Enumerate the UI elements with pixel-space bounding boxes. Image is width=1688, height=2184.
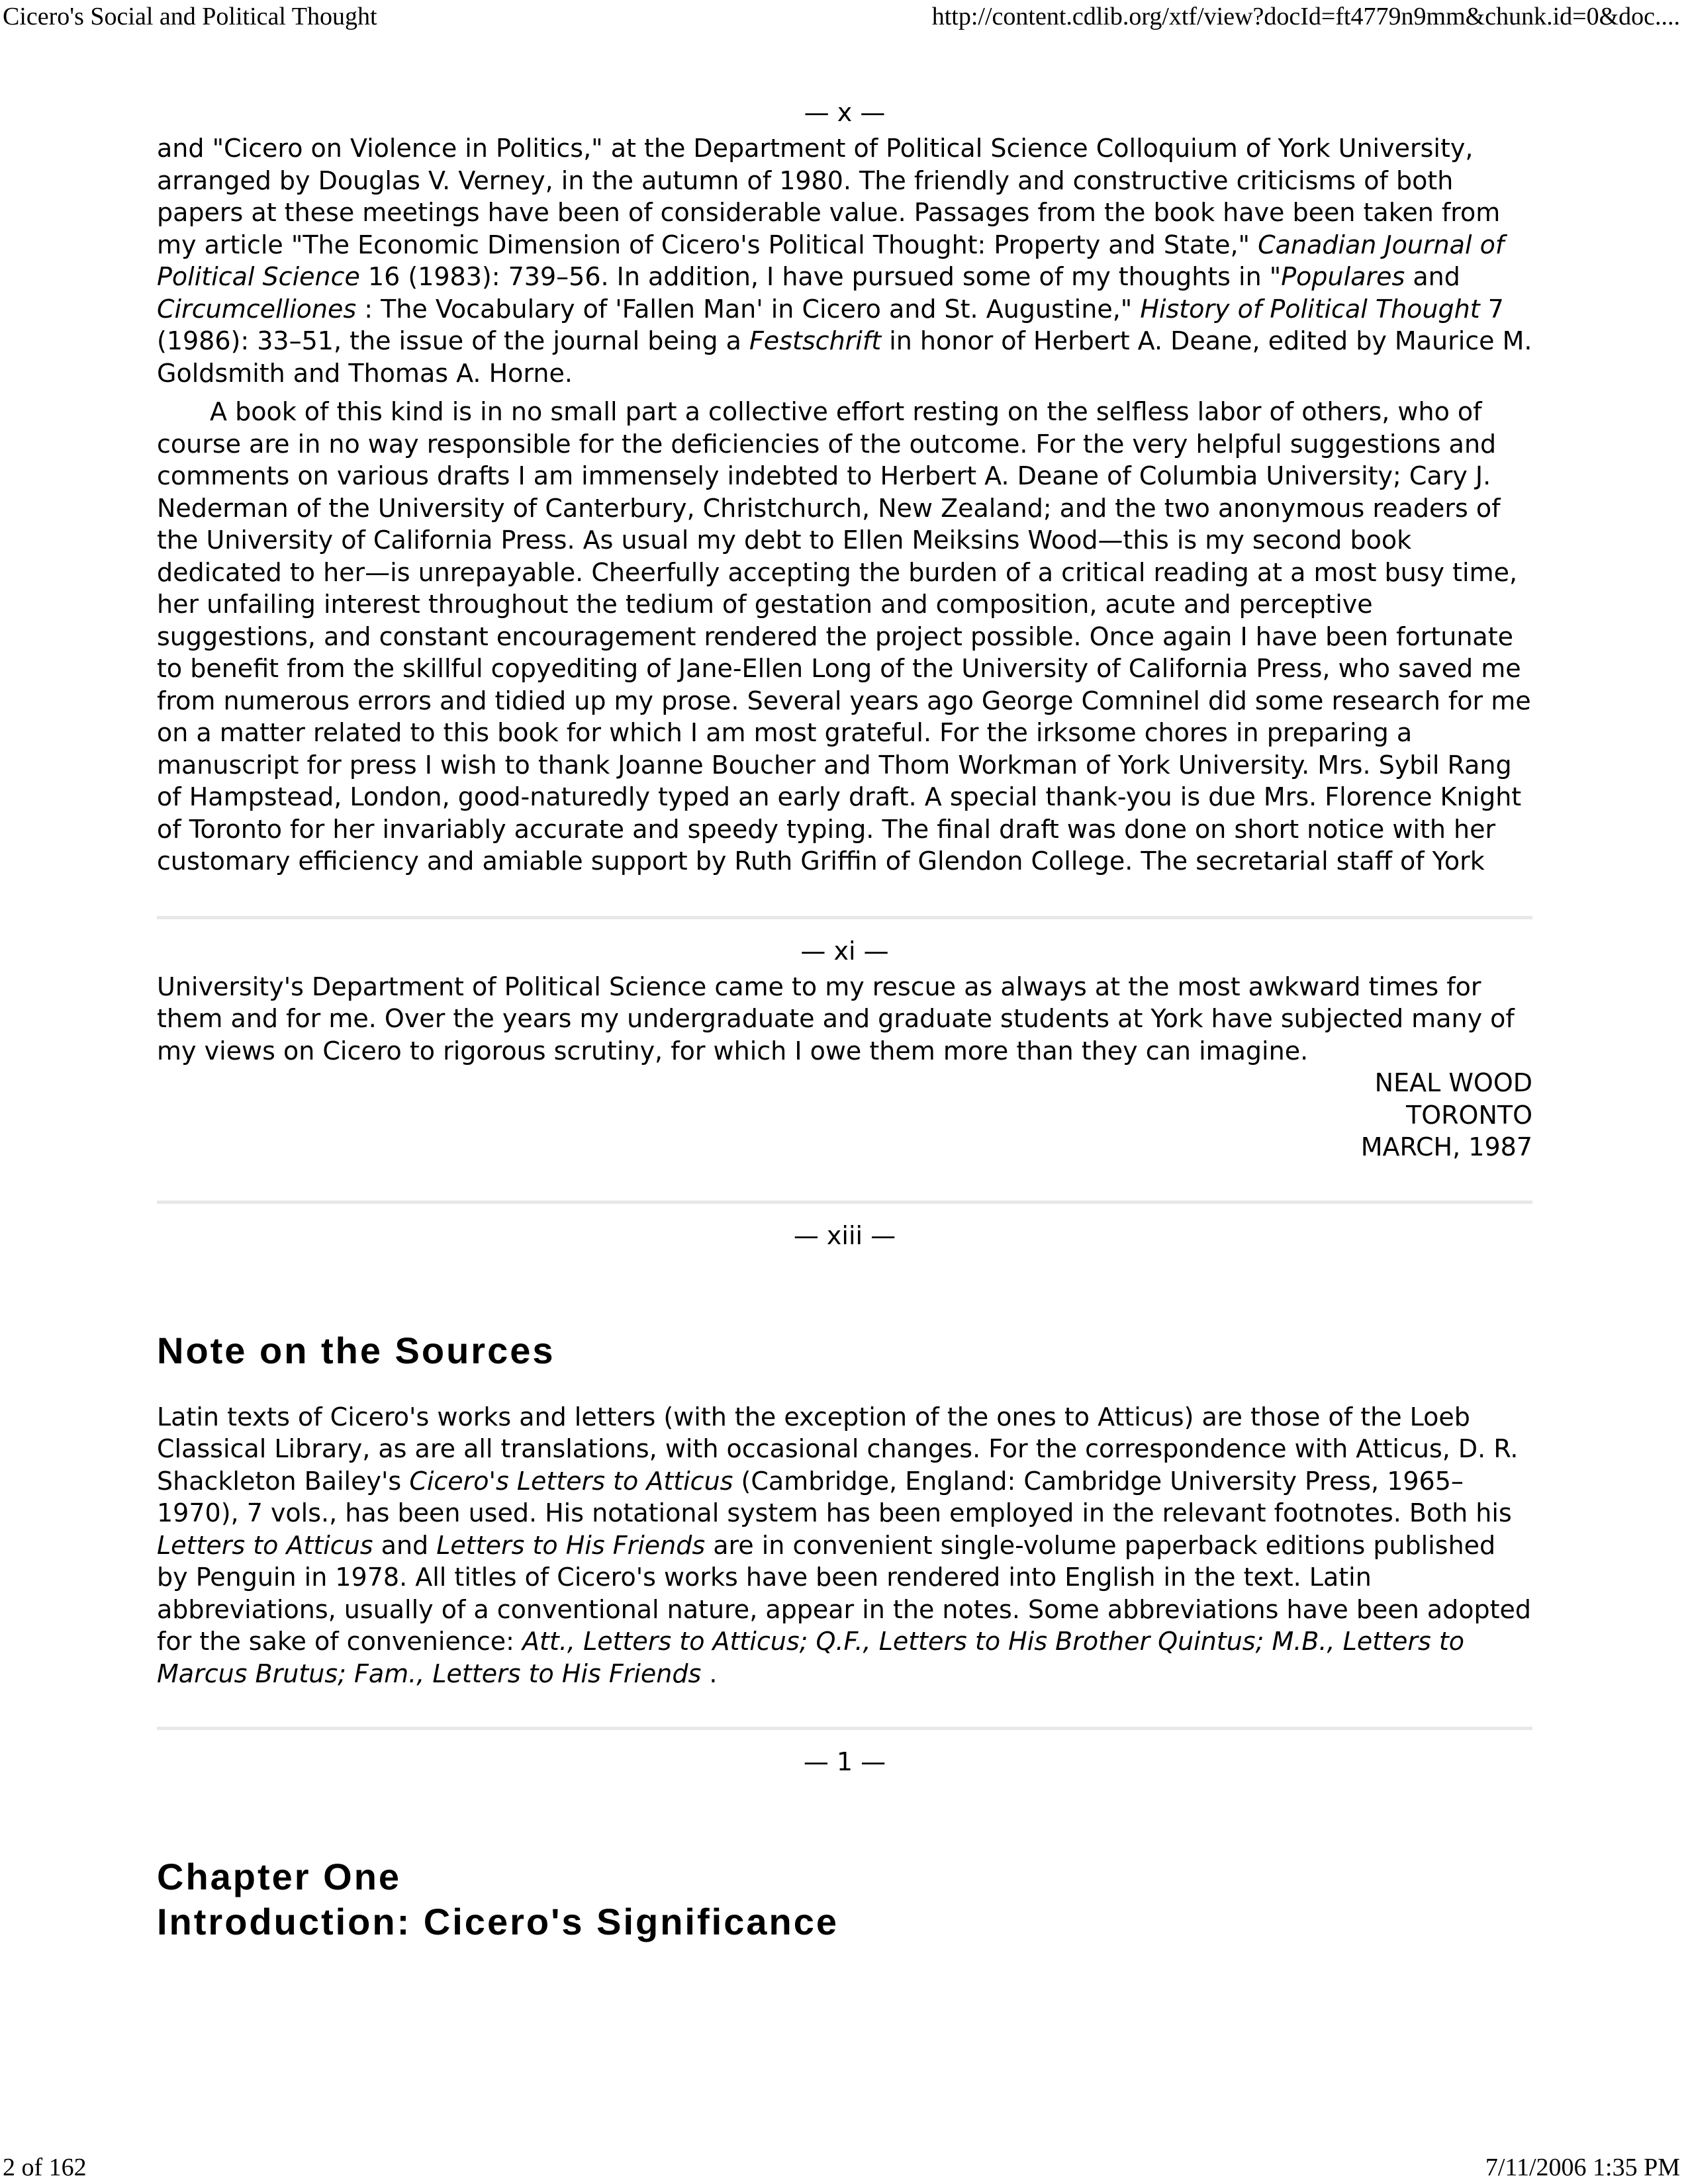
document-content — [157, 93, 1532, 1944]
page-number-x: — x — — [804, 98, 886, 127]
acknowledgments-paragraph-1: and "Cicero on Violence in Politics," at the Department of Political Science Colloquium of York University, arranged by Douglas V. Verney, in the autumn of 1980. The friendly and constructive criticisms of both papers at these meetings have been of considerable value. Passages from the book have been taken from my article "The Economic Dimension of Cicero's Political Thought: Property and State," Canadian Journal of Political Science 16 (1983): 739–56. In addition, I have pursued some of my thoughts in "Populares and Circumcelliones : The Vocabulary of 'Fallen Man' in Cicero and St. Augustine," History of Political Thought 7 (1986): 33–51, the issue of the journal being a Festschrift in honor of Herbert A. Deane, edited by Maurice M. Goldsmith and Thomas A. Horne. — [157, 134, 1532, 388]
signature-place: TORONTO — [1406, 1100, 1532, 1130]
page-number-1: — 1 — — [803, 1747, 886, 1776]
chapter-number: Chapter One — [157, 1856, 402, 1897]
page-url: http://content.cdlib.org/xtf/view?docId=ft4779n9mm&chunk.id=0&doc.... — [931, 3, 1680, 30]
sources-paragraph: Latin texts of Cicero's works and letters (with the exception of the ones to Atticus) are those of the Loeb Classical Library, as are all translations, with occasional changes. For the correspondence with Atticus, D. R. Shackleton Bailey's Cicero's Letters to Atticus (Cambridge, England: Cambridge University Press, 1965–1970), 7 vols., has been used. His notational system has been employed in the relevant footnotes. Both his Letters to Atticus and Letters to His Friends are in convenient single-volume paperback editions published by Penguin in 1978. All titles of Cicero's works have been rendered into English in the text. Latin abbreviations, usually of a conventional nature, appear in the notes. Some abbreviations have been adopted for the sake of convenience: Att., Letters to Atticus; Q.F., Letters to His Brother Quintus; M.B., Letters to Marcus Brutus; Fam., Letters to His Friends . — [157, 1402, 1532, 1688]
document-title: Cicero's Social and Political Thought — [3, 3, 377, 30]
acknowledgments-paragraph-2: A book of this kind is in no small part a collective effort resting on the selfless labor of others, who of course are in no way responsible for the deficiencies of the outcome. For the very helpful suggestions and comments on various drafts I am immensely indebted to Herbert A. Deane of Columbia University; Cary J. Nederman of the University of Canterbury, Christchurch, New Zealand; and the two anonymous readers of the University of California Press. As usual my debt to Ellen Meiksins Wood—this is my second book dedicated to her—is unrepayable. Cheerfully accepting the burden of a critical reading at a most busy time, her unfailing interest throughout the tedium of gestation and composition, acute and perceptive suggestions, and constant encouragement rendered the project possible. Once again I have been fortunate to benefit from the skillful copyediting of Jane-Ellen Long of the University of California Press, who saved me from numerous errors and tidied up my prose. Several years ago George Comninel did some research for me on a matter related to this book for which I am most grateful. For the irksome chores in preparing a manuscript for press I wish to thank Joanne Boucher and Thom Workman of York University. Mrs. Sybil Rang of Hampstead, London, good-naturedly typed an early draft. A special thank-you is due Mrs. Florence Knight of Toronto for her invariably accurate and speedy typing. The final draft was done on short notice with her customary efficiency and amiable support by Ruth Griffin of Glendon College. The secretarial staff of York — [157, 397, 1531, 876]
page-count: 2 of 162 — [3, 2154, 87, 2181]
section-heading: Note on the Sources — [157, 1329, 555, 1371]
page-number-xiii: — xiii — — [793, 1220, 896, 1250]
acknowledgments-paragraph-3: University's Department of Political Science came to my rescue as always at the most awkward times for them and for me. Over the years my undergraduate and graduate students at York have subjected many of my views on Cicero to rigorous scrutiny, for which I owe them more than they can imagine. — [157, 972, 1515, 1066]
chapter-title: Introduction: Cicero's Significance — [157, 1901, 839, 1942]
signature-name: NEAL WOOD — [1374, 1068, 1532, 1097]
signature-date: MARCH, 1987 — [1360, 1132, 1532, 1161]
print-datetime: 7/11/2006 1:35 PM — [1485, 2154, 1680, 2181]
page-number-xi: — xi — — [800, 936, 889, 966]
